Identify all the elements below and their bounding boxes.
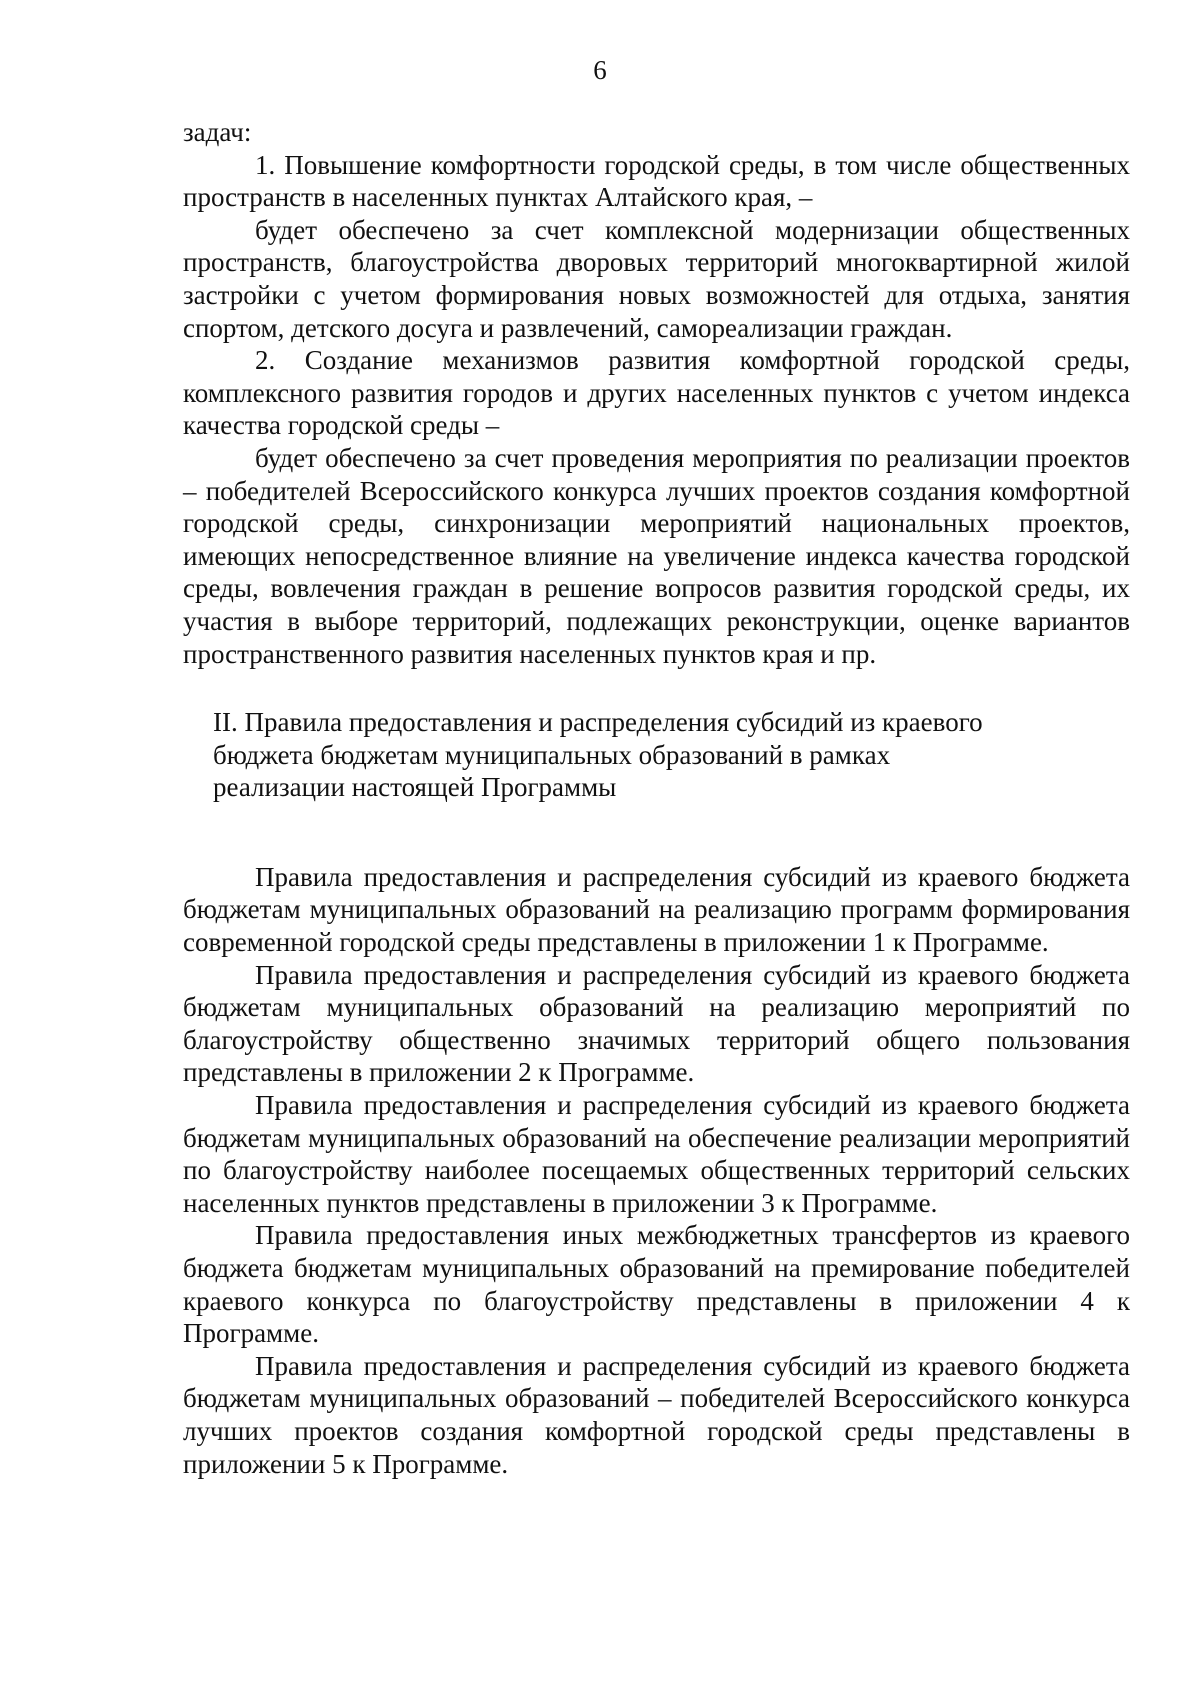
paragraph-rules-appendix-2: Правила предоставления и распределения субсидий из краевого бюджета бюджетам муниципальных образований на реализацию мероприятий по благоустройству общественно значимых территорий общего пользования представлены в приложении 2 к Программе. [183,959,1130,1088]
paragraph-task-1: 1. Повышение комфортности городской среды, в том числе общественных пространств в населенных пунктах Алтайского края, – [183,149,1130,213]
section-heading-line-2: бюджета бюджетам муниципальных образований в рамках [213,739,891,770]
section-heading-line-1: II. Правила предоставления и распределения субсидий из краевого [213,707,983,738]
paragraph-rules-appendix-5: Правила предоставления и распределения субсидий из краевого бюджета бюджетам муниципальных образований – победителей Всероссийского конкурса лучших проектов создания комфортной городской среды представлены в приложении 5 к Программе. [183,1350,1130,1479]
paragraph-rules-appendix-1: Правила предоставления и распределения субсидий из краевого бюджета бюджетам муниципальных образований на реализацию программ формирования современной городской среды представлены в приложении 1 к Программе. [183,861,1130,958]
paragraph-task-2: 2. Создание механизмов развития комфортной городской среды, комплексного развития городов и других населенных пунктов с учетом индекса качества городской среды – [183,345,1130,441]
section-heading [183,670,1130,861]
document-body [183,116,1130,1480]
paragraph-rules-appendix-4: Правила предоставления иных межбюджетных трансфертов из краевого бюджета бюджетам муниципальных образований на премирование победителей краевого конкурса по благоустройству представлены в приложении 4 к Программе. [183,1220,1130,1349]
paragraph-task-2-result: будет обеспечено за счет проведения мероприятия по реализации проектов – победителей Всероссийского конкурса лучших проектов создания комфортной городской среды, синхронизации мероприятий национальных проектов, имеющих непосредственное влияние на увеличение индекса качества городской среды, вовлечения граждан в решение вопросов развития городской среды, их участия в выборе территорий, подлежащих реконструкции, оценке вариантов пространственного развития населенных пунктов края и пр. [183,442,1130,669]
paragraph-rules-appendix-3: Правила предоставления и распределения субсидий из краевого бюджета бюджетам муниципальных образований на обеспечение реализации мероприятий по благоустройству наиболее посещаемых общественных территорий сельских населенных пунктов представлены в приложении 3 к Программе. [183,1090,1130,1218]
page-number: 6 [593,55,607,85]
section-heading-line-3: реализации настоящей Программы [213,772,617,803]
paragraph-task-1-result: будет обеспечено за счет комплексной модернизации общественных пространств, благоустройства дворовых территорий многоквартирной жилой застройки с учетом формирования новых возможностей для отдыха, занятия спортом, детского досуга и развлечений, самореализации граждан. [183,214,1130,343]
paragraph-tasks-intro: задач: [183,117,252,147]
